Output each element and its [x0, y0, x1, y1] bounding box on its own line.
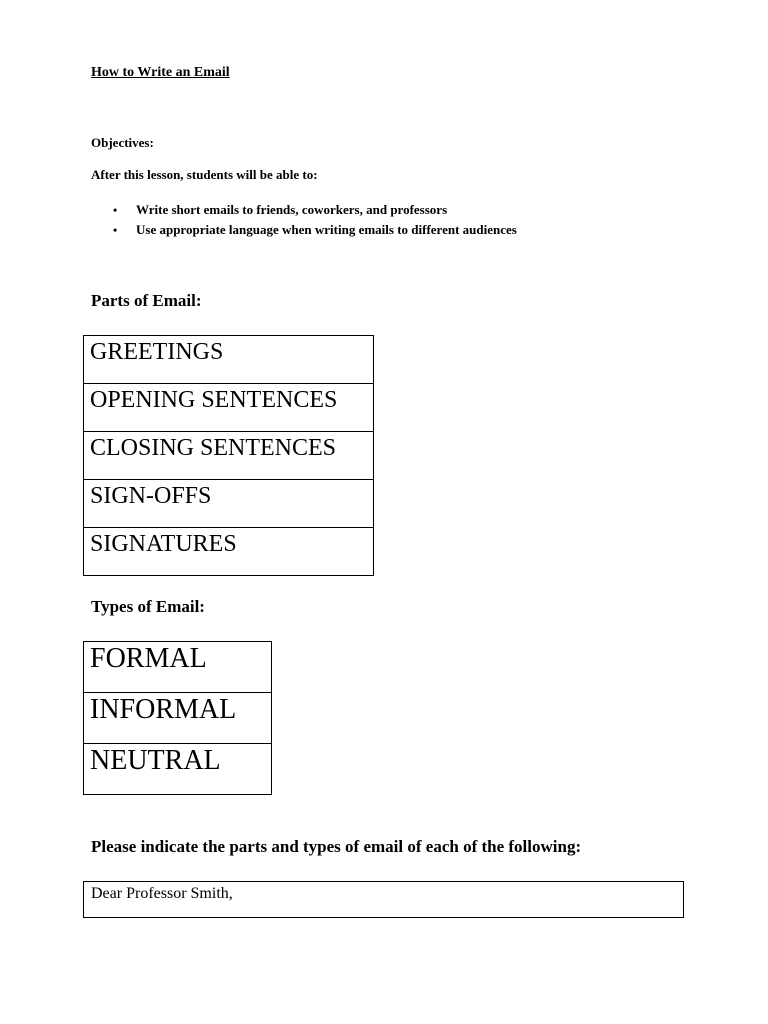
- document-title: How to Write an Email: [91, 65, 230, 80]
- parts-cell: SIGNATURES: [84, 528, 374, 576]
- parts-table: [83, 335, 374, 576]
- objectives-list: [91, 202, 517, 242]
- types-table: [83, 641, 272, 795]
- parts-cell: OPENING SENTENCES: [84, 384, 374, 432]
- types-cell: FORMAL: [84, 642, 272, 693]
- bullet-icon: •: [113, 203, 118, 217]
- bullet-icon: •: [113, 223, 118, 237]
- parts-cell: CLOSING SENTENCES: [84, 432, 374, 480]
- parts-cell: GREETINGS: [84, 336, 374, 384]
- objective-item: [91, 222, 517, 242]
- objectives-intro: After this lesson, students will be able to:: [91, 167, 318, 182]
- instruction-text: Please indicate the parts and types of email of each of the following:: [91, 837, 582, 856]
- parts-cell: SIGN-OFFS: [84, 480, 374, 528]
- objective-item: [91, 202, 517, 222]
- objective-text: Write short emails to friends, coworkers, and professors: [136, 202, 448, 217]
- exercise-text: Dear Professor Smith,: [91, 885, 233, 902]
- parts-heading: Parts of Email:: [91, 291, 202, 310]
- types-cell: INFORMAL: [84, 693, 272, 744]
- objectives-label: Objectives:: [91, 135, 154, 150]
- types-cell: NEUTRAL: [84, 744, 272, 795]
- exercise-box: [83, 881, 684, 918]
- types-heading: Types of Email:: [91, 597, 205, 616]
- objective-text: Use appropriate language when writing emails to different audiences: [136, 222, 517, 237]
